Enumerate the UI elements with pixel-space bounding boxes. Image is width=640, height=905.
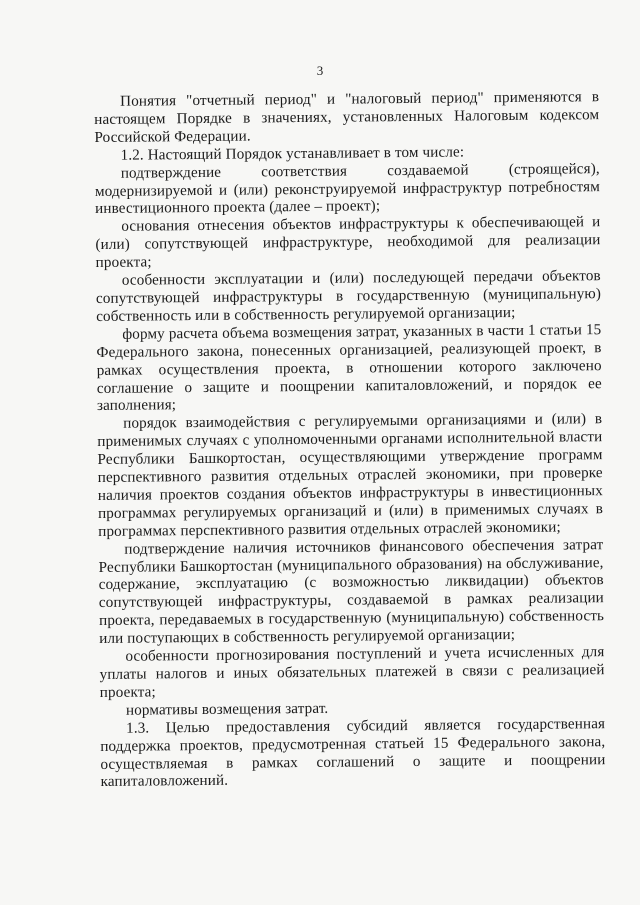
document-body [94, 88, 606, 791]
paragraph-funding-sources: подтверждение наличия источников финансового обеспечения затрат Республики Башкортостан (муниципального образования) на обслуживание, содержание, эксплуатацию (с возможностью ликвидации) объектов сопутствующей инфраструктуры, создаваемой в рамках реализации проекта, передаваемых в государственную (муниципальную) собственность или поступающих в собственность регулируемой организации; [98, 535, 605, 648]
paragraph-cost-form: форму расчета объема возмещения затрат, указанных в части 1 статьи 15 Федерального закона, понесенных организацией, реализующей проект, в рамках осуществления проекта, в отношении которого заключено соглашение о защите и поощрении капиталовложений, и порядок ее заполнения; [96, 320, 602, 415]
paragraph-section-1-2: 1.2. Настоящий Порядок устанавливает в том числе: [120, 143, 465, 164]
paragraph-definitions: Понятия "отчетный период" и "налоговый период" применяются в настоящем Порядке в значениях, установленных Налоговым кодексом Российской Федерации. [94, 88, 600, 146]
paragraph-reimbursement-norms: нормативы возмещения затрат. [125, 699, 329, 719]
page-number: 3 [316, 63, 324, 78]
paragraph-infrastructure-grounds: основания отнесения объектов инфраструктуры к обеспечивающей и (или) сопутствующей инфраструктуре, необходимой для реализации проекта; [95, 213, 601, 272]
paragraph-infrastructure-compliance: подтверждение соответствия создаваемой (строящейся), модернизируемой и (или) реконструируемой инфраструктур потребностям инвестиционного проекта (далее – проект); [94, 159, 600, 218]
paragraph-interaction-procedure: порядок взаимодействия с регулируемыми организациями и (или) в применимых случаях с уполномоченными органами исполнительной власти Республики Башкортостан, осуществляющими утверждение программ перспективного развития отдельных отраслей экономики, при проверке наличия проектов создания объектов инфраструктуры в инвестиционных программах регулируемых организаций и (или) в применимых случаях в программах перспективного развития отдельных отраслей экономики; [97, 410, 604, 540]
paragraph-operation-transfer: особенности эксплуатации и (или) последующей передачи объектов сопутствующей инфраструктуры в государственную (муниципальную) собственность или в собственность регулируемой организации; [95, 267, 602, 325]
paragraph-tax-forecasting: особенности прогнозирования поступлений и учета исчисленных для уплаты налогов и иных обязательных платежей в связи с реализацией проекта; [99, 643, 605, 701]
paragraph-section-1-3: 1.3. Целью предоставления субсидий является государственная поддержка проектов, предусмотренная статьей 15 Федерального закона, осуществляемая в рамках соглашений о защите и поощрении капиталовложений. [100, 714, 606, 791]
